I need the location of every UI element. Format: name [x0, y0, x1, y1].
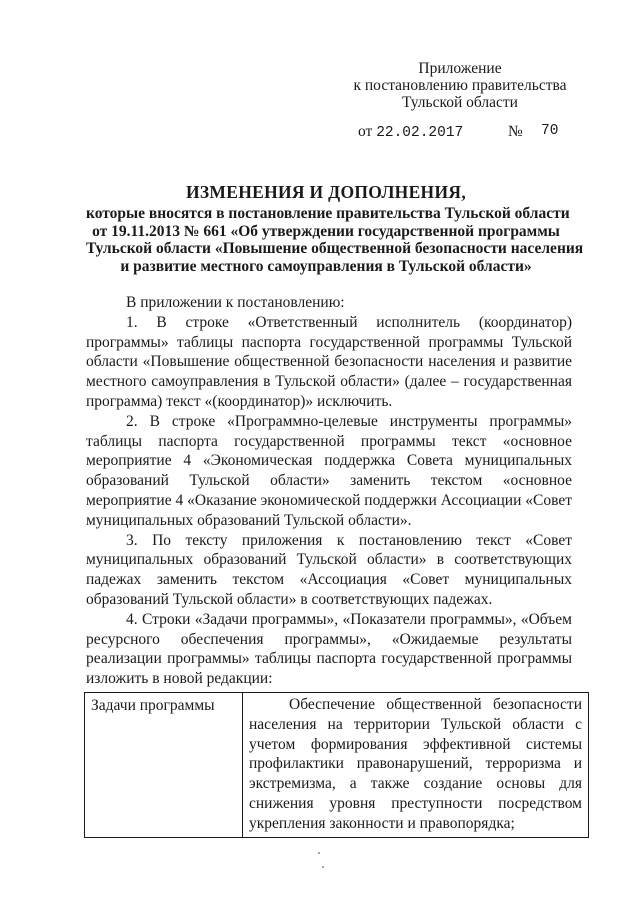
scan-speck	[318, 852, 320, 854]
table-row	[85, 693, 589, 838]
paragraph-2: 2. В строке «Программно-целевые инструменты программы» таблицы паспорта государственной программы текст «основное мероприятие 4 «Экономическая поддержка Совета муниципальных образований Тульской области» заменить текстом «основное мероприятие 4 «Оказание экономической поддержки Ассоциации «Совет муниципальных образований Тульской области».	[86, 412, 572, 529]
paragraph-3: 3. По тексту приложения к постановлению текст «Совет муниципальных образований Тульской области» в соответствующих падежах заменить текстом «Ассоциация «Совет муниципальных образований Тульской области» в соответствующих падежах.	[86, 531, 572, 608]
date-prefix: от	[358, 123, 373, 140]
document-body	[86, 293, 572, 689]
document-title	[86, 182, 584, 275]
document-number: 70	[541, 123, 559, 139]
title-line: которые вносятся в постановление правительства Тульской области	[86, 205, 570, 222]
date-number-line	[358, 123, 598, 141]
number-sign: №	[508, 123, 523, 140]
table-cell-text: Обеспечение общественной безопасности населения на территории Тульской области с учетом формирования эффективной системы профилактики правонарушений, терроризма и экстремизма, а также создание основы для снижения уровня преступности посредством укрепления законности и правопорядка;	[243, 693, 589, 838]
intro-paragraph: В приложении к постановлению:	[126, 294, 345, 311]
document-date: 22.02.2017	[376, 125, 464, 141]
passport-table	[84, 692, 589, 838]
paragraph-1: 1. В строке «Ответственный исполнитель (координатор) программы» таблицы паспорта государственной программы Тульской области «Повышение общественной безопасности населения и развитие местного самоуправления в Тульской области» (далее – государственная программа) текст «(координатор)» исключить.	[86, 313, 572, 410]
appendix-line-2: к постановлению правительства	[353, 77, 567, 94]
appendix-line-3: Тульской области	[402, 94, 518, 111]
paragraph-4: 4. Строки «Задачи программы», «Показатели программы», «Объем ресурсного обеспечения программы», «Ожидаемые результаты реализации программы» таблицы паспорта государственной программы изложить в новой редакции:	[86, 610, 572, 688]
scan-speck	[322, 866, 324, 868]
title-line: от 19.11.2013 № 661 «Об утверждении государственной программы	[92, 222, 560, 240]
appendix-line-1: Приложение	[418, 60, 502, 77]
title-line: Тульской области «Повышение общественной безопасности населения	[86, 240, 584, 258]
table-cell-label: Задачи программы	[85, 693, 243, 838]
title-line: и развитие местного самоуправления в Тульской области»	[120, 257, 532, 275]
appendix-header	[350, 60, 570, 111]
title-main: ИЗМЕНЕНИЯ И ДОПОЛНЕНИЯ,	[185, 182, 466, 202]
